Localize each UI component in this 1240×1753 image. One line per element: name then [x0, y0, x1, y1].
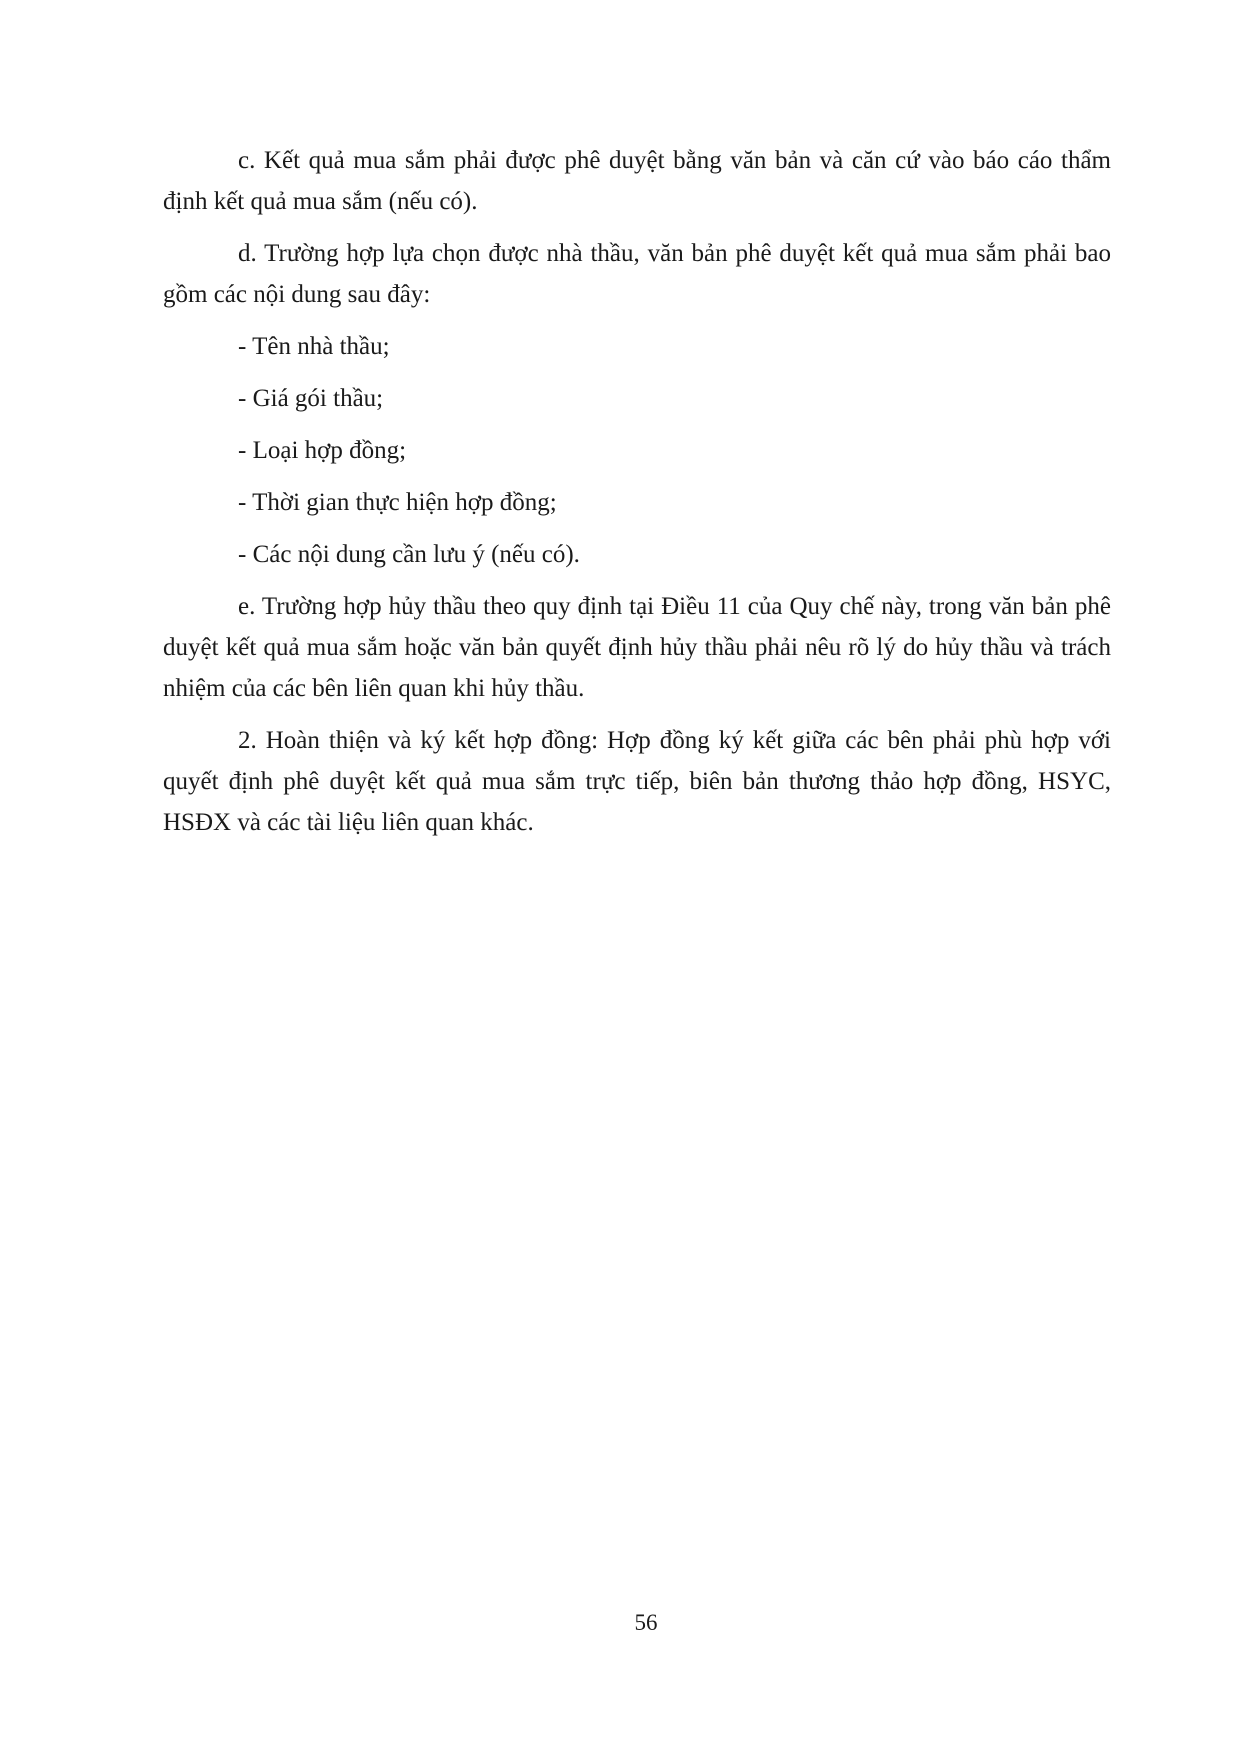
bullet-item: - Tên nhà thầu; [238, 333, 390, 360]
bullet-item: - Loại hợp đồng; [238, 437, 407, 464]
page-number: 56 [634, 1610, 658, 1635]
paragraph-c: c. Kết quả mua sắm phải được phê duyệt bằng văn bản và căn cứ vào báo cáo thẩm định kết quả mua sắm (nếu có). [163, 147, 1111, 215]
bullet-item: - Các nội dung cần lưu ý (nếu có). [238, 541, 580, 568]
paragraph-e: e. Trường hợp hủy thầu theo quy định tại Điều 11 của Quy chế này, trong văn bản phê duyệt kết quả mua sắm hoặc văn bản quyết định hủy thầu phải nêu rõ lý do hủy thầu và trách nhiệm của các bên liên quan khi hủy thầu. [163, 593, 1111, 702]
bullet-item: - Giá gói thầu; [238, 385, 384, 412]
bullet-item: - Thời gian thực hiện hợp đồng; [238, 489, 557, 516]
paragraph-d: d. Trường hợp lựa chọn được nhà thầu, văn bản phê duyệt kết quả mua sắm phải bao gồm các nội dung sau đây: [163, 240, 1111, 308]
paragraph-2: 2. Hoàn thiện và ký kết hợp đồng: Hợp đồng ký kết giữa các bên phải phù hợp với quyết định phê duyệt kết quả mua sắm trực tiếp, biên bản thương thảo hợp đồng, HSYC, HSĐX và các tài liệu liên quan khác. [163, 727, 1111, 836]
document-body [163, 140, 1111, 854]
